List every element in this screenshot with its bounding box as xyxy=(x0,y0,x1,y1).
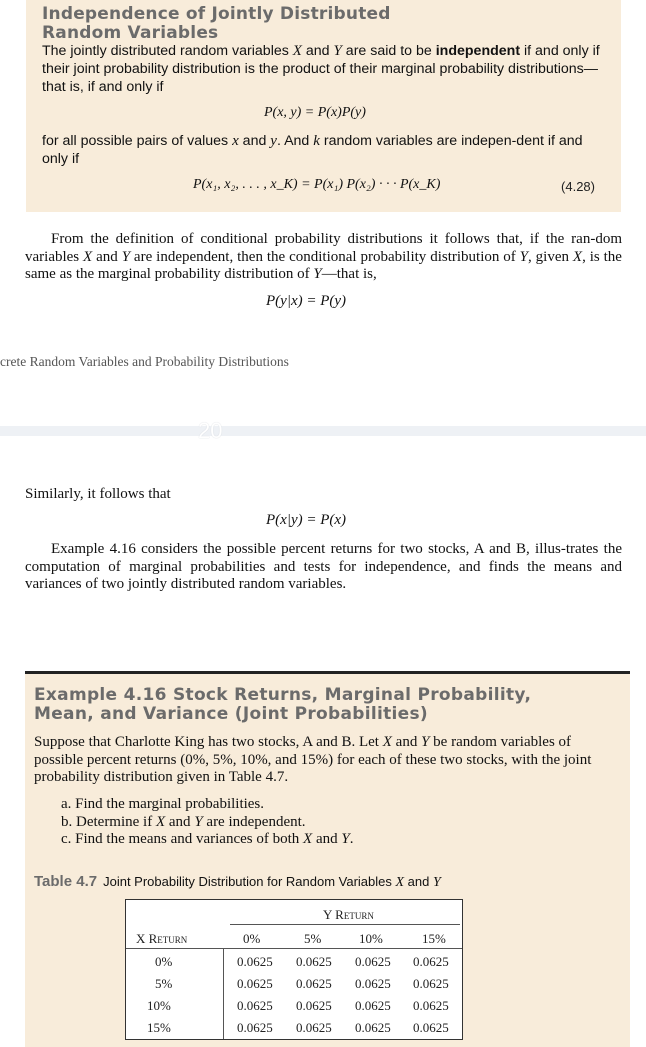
var-x: X xyxy=(292,43,302,59)
text: random variables are indepen-dent if and only if xyxy=(42,133,583,167)
independent-term: independent xyxy=(435,43,521,59)
var-y: Y xyxy=(121,248,131,265)
page-break-band xyxy=(0,426,646,436)
table-caption xyxy=(34,873,441,891)
text: The jointly distributed random variables xyxy=(42,43,293,59)
list-item xyxy=(61,831,353,849)
var-x: X xyxy=(382,734,392,750)
row-label: 15% xyxy=(147,1020,171,1035)
text: and xyxy=(391,734,422,750)
var-y: Y xyxy=(341,831,350,847)
text: . And xyxy=(276,133,314,149)
text: are independent, then the conditional probability distribution of xyxy=(130,248,520,265)
text: and xyxy=(312,831,342,847)
row-label: 10% xyxy=(147,998,171,1013)
example-title-line1: Example 4.16 Stock Returns, Marginal Probability, xyxy=(34,685,532,705)
body-paragraph-conditional xyxy=(25,231,622,284)
table-cell: 0.0625 xyxy=(413,954,449,969)
text: , given xyxy=(528,248,573,265)
table-cell: 0.0625 xyxy=(237,976,273,991)
column-header: 10% xyxy=(359,931,383,946)
var-y: Y xyxy=(432,875,441,890)
table-cell: 0.0625 xyxy=(355,954,391,969)
joint-probability-table xyxy=(125,899,463,1040)
text: for all possible pairs of values xyxy=(42,133,233,149)
definition-title-line1: Independence of Jointly Distributed xyxy=(42,4,391,24)
equation-k-independence: P(x₁, x₂, . . . , x_K) = P(x₁) P(x₂) · · · P(x_K) xyxy=(193,177,441,192)
text: c. Find the means and variances of both xyxy=(61,831,304,847)
var-k: k xyxy=(313,133,320,149)
x-return-header: X Return xyxy=(136,931,188,946)
definition-title xyxy=(42,5,602,43)
text: Joint Probability Distribution for Random Variables xyxy=(103,874,396,889)
var-x-lower: x xyxy=(232,133,239,149)
table-cell: 0.0625 xyxy=(355,998,391,1013)
text: and xyxy=(238,133,271,149)
equation-joint-product: P(x, y) = P(x)P(y) xyxy=(264,105,366,120)
text: b. Determine if xyxy=(61,813,156,830)
var-x: X xyxy=(572,248,583,265)
table-cell: 0.0625 xyxy=(413,1020,449,1035)
text: , is the same as the marginal probability distribution of xyxy=(25,248,622,282)
body-paragraph-example-intro: Example 4.16 considers the possible percent returns for two stocks, A and B, illus-trates the computation of marginal probabilities and tests for independence, and finds the means and variances of two jointly distributed random variables. xyxy=(25,541,622,592)
table-cell: 0.0625 xyxy=(296,1020,332,1035)
example-paragraph xyxy=(34,734,618,787)
table-cell: 0.0625 xyxy=(413,976,449,991)
table-cell: 0.0625 xyxy=(355,976,391,991)
text: and xyxy=(165,813,195,830)
text: Suppose that Charlotte King has two stocks, A and B. Let xyxy=(34,734,383,750)
running-head: crete Random Variables and Probability Distributions xyxy=(0,354,289,369)
var-y: Y xyxy=(421,734,430,750)
equation-number: (4.28) xyxy=(561,179,595,194)
table-cell: 0.0625 xyxy=(237,954,273,969)
header-rule xyxy=(230,924,460,925)
text: and xyxy=(404,874,433,889)
table-cell: 0.0625 xyxy=(296,998,332,1013)
body-similarly: Similarly, it follows that xyxy=(25,486,171,502)
var-x: X xyxy=(395,875,405,890)
text: if and only if their joint probability distribution is the product of their marginal probability distributions—that is, if and only if xyxy=(42,43,600,95)
text: are said to be xyxy=(341,43,436,59)
table-cell: 0.0625 xyxy=(355,1020,391,1035)
y-return-header: Y Return xyxy=(323,907,374,922)
equation-x-given-y: P(x|y) = P(x) xyxy=(266,512,347,528)
var-y: Y xyxy=(194,813,203,830)
table-cell: 0.0625 xyxy=(296,954,332,969)
definition-paragraph-2 xyxy=(42,132,608,168)
text: From the definition of conditional probability distributions it follows that, if the ran-dom variables xyxy=(25,231,622,265)
column-header: 0% xyxy=(243,931,261,946)
page-number: 20 xyxy=(198,418,223,443)
example-title-line2: Mean, and Variance (Joint Probabilities) xyxy=(34,704,429,724)
row-label-rule xyxy=(223,948,224,1039)
table-cell: 0.0625 xyxy=(413,998,449,1013)
column-header: 5% xyxy=(304,931,322,946)
text: be random variables of possible percent returns (0%, 5%, 10%, and 15%) for each of these two stocks, with the joint probability distribution given in Table 4.7. xyxy=(34,734,592,785)
var-y: Y xyxy=(313,266,322,282)
table-cell: 0.0625 xyxy=(237,998,273,1013)
text: and xyxy=(301,43,334,59)
var-x: X xyxy=(83,248,93,265)
table-label: Table 4.7 xyxy=(34,873,98,890)
row-label: 5% xyxy=(155,976,173,991)
equation-y-given-x: P(y|x) = P(y) xyxy=(266,293,347,309)
definition-box xyxy=(26,0,621,212)
var-y: Y xyxy=(519,248,529,265)
list-item: a. Find the marginal probabilities. xyxy=(61,796,265,812)
var-x: X xyxy=(303,831,313,847)
text: —that is, xyxy=(321,266,377,282)
table-cell: 0.0625 xyxy=(237,1020,273,1035)
example-title xyxy=(34,686,619,724)
definition-paragraph-1 xyxy=(42,42,608,96)
row-label: 0% xyxy=(155,954,173,969)
table-cell: 0.0625 xyxy=(296,976,332,991)
var-x: X xyxy=(155,813,166,830)
definition-title-line2: Random Variables xyxy=(42,23,219,43)
list-item xyxy=(61,814,353,832)
example-box xyxy=(25,671,630,1047)
var-y-lower: y xyxy=(270,133,277,149)
var-y: Y xyxy=(333,43,342,59)
column-rule xyxy=(126,948,462,949)
text: . xyxy=(349,831,354,847)
text: are independent. xyxy=(202,813,306,830)
text: and xyxy=(92,248,122,265)
example-task-list xyxy=(61,796,353,849)
column-header: 15% xyxy=(422,931,446,946)
